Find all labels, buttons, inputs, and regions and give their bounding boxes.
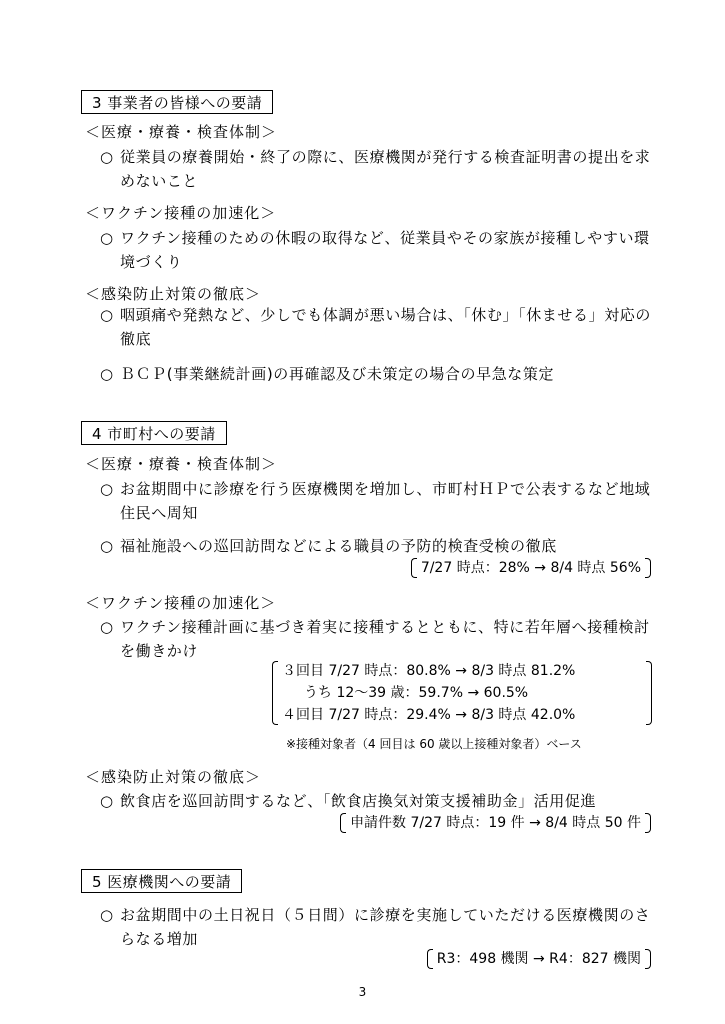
section-3-subheading-infection: ＜感染防止対策の徹底＞ bbox=[85, 285, 262, 303]
section-3-subheading-medical: ＜医療・療養・検査体制＞ bbox=[85, 123, 278, 141]
medical-institution-stat-box: R3：498 機関 → R4：827 機関 bbox=[427, 948, 651, 970]
circle-bullet-icon: ○ bbox=[100, 537, 114, 555]
item-text: ワクチン接種計画に基づき着実に接種するとともに、特に若年層へ接種検討を働きかけ bbox=[120, 618, 650, 660]
section-4-item-1 bbox=[100, 477, 655, 525]
vaccination-footnote: ※接種対象者（4 回目は 60 歳以上接種対象者）ベース bbox=[286, 737, 582, 751]
vaccination-rate-stat-box bbox=[272, 660, 652, 726]
item-text: ワクチン接種のための休暇の取得など、従業員やその家族が接種しやすい環境づくり bbox=[120, 229, 650, 271]
circle-bullet-icon: ○ bbox=[100, 148, 114, 166]
section-3-item-1 bbox=[100, 145, 655, 193]
section-3-heading: 3 事業者の皆様への要請 bbox=[81, 90, 273, 114]
section-5-item-1 bbox=[100, 903, 655, 951]
section-3-item-3 bbox=[100, 303, 655, 351]
vaccination-age-12-39-line: うち 12～39 歳：59.7% → 60.5% bbox=[304, 685, 529, 701]
item-text: お盆期間中に診療を行う医療機関を増加し、市町村ＨＰで公表するなど地域住民へ周知 bbox=[120, 480, 651, 522]
circle-bullet-icon: ○ bbox=[100, 906, 114, 924]
circle-bullet-icon: ○ bbox=[100, 792, 114, 810]
subsidy-application-stat-box: 申請件数 7/27 時点：19 件 → 8/4 時点 50 件 bbox=[340, 812, 651, 834]
item-text: 飲食店を巡回訪問するなど、「飲食店換気対策支援補助金」活用促進 bbox=[120, 792, 597, 810]
section-5-heading: 5 医療機関への要請 bbox=[81, 869, 242, 893]
page-number: 3 bbox=[358, 985, 367, 999]
section-3-item-2 bbox=[100, 226, 655, 274]
section-4-item-2 bbox=[100, 534, 655, 558]
circle-bullet-icon: ○ bbox=[100, 365, 114, 383]
item-text: 従業員の療養開始・終了の際に、医療機関が発行する検査証明書の提出を求めないこと bbox=[120, 148, 651, 190]
section-4-subheading-medical: ＜医療・療養・検査体制＞ bbox=[85, 455, 278, 473]
section-4-subheading-infection: ＜感染防止対策の徹底＞ bbox=[85, 768, 262, 786]
item-text: ＢＣＰ(事業継続計画)の再確認及び未策定の場合の早急な策定 bbox=[120, 365, 555, 383]
circle-bullet-icon: ○ bbox=[100, 618, 114, 636]
vaccination-4th-dose-line: ４回目 7/27 時点：29.4% → 8/3 時点 42.0% bbox=[282, 707, 576, 723]
item-text: 福祉施設への巡回訪問などによる職員の予防的検査受検の徹底 bbox=[120, 537, 557, 555]
section-3-subheading-vaccine: ＜ワクチン接種の加速化＞ bbox=[85, 204, 277, 222]
section-4-item-4 bbox=[100, 789, 655, 813]
section-4-item-3 bbox=[100, 615, 655, 663]
vaccination-3rd-dose-line: ３回目 7/27 時点：80.8% → 8/3 時点 81.2% bbox=[282, 663, 576, 679]
circle-bullet-icon: ○ bbox=[100, 480, 114, 498]
item-text: 咽頭痛や発熱など、少しでも体調が悪い場合は、「休む」「休ませる」対応の徹底 bbox=[120, 306, 652, 348]
section-4-heading: 4 市町村への要請 bbox=[81, 421, 227, 445]
section-3-item-4 bbox=[100, 362, 655, 386]
test-rate-stat-box: 7/27 時点：28% → 8/4 時点 56% bbox=[411, 557, 651, 579]
item-text: お盆期間中の土日祝日（５日間）に診療を実施していただける医療機関のさらなる増加 bbox=[120, 906, 651, 948]
circle-bullet-icon: ○ bbox=[100, 229, 114, 247]
circle-bullet-icon: ○ bbox=[100, 306, 114, 324]
section-4-subheading-vaccine: ＜ワクチン接種の加速化＞ bbox=[85, 594, 277, 612]
